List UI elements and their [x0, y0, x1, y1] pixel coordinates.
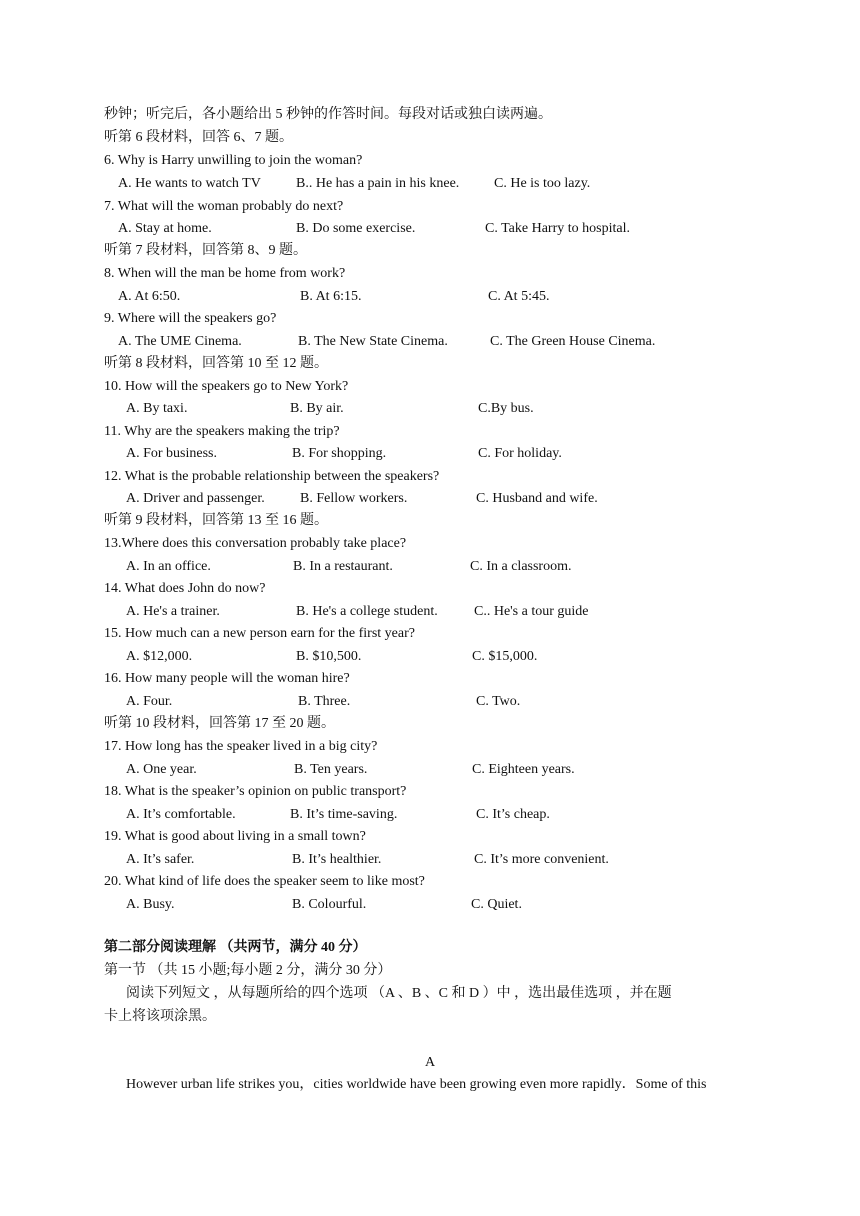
option-b: B.. He has a pain in his knee.: [296, 176, 460, 191]
option-c: C. Two.: [476, 694, 521, 709]
option-a: A. In an office.: [126, 559, 211, 574]
instruction-line: 阅读下列短文 ，从每题所给的四个选项 （A 、B 、C 和 D ）中 ，选出最佳选项 ，并在题: [126, 986, 672, 1001]
option-a: A. It’s safer.: [126, 852, 195, 867]
option-c: C. He is too lazy.: [494, 176, 591, 191]
option-a: A. He's a trainer.: [126, 604, 220, 619]
option-c: C.. He's a tour guide: [474, 604, 589, 619]
question: 11. Why are the speakers making the trip?: [104, 424, 340, 439]
question: 19. What is good about living in a small town?: [104, 829, 366, 844]
option-b: B. The New State Cinema.: [298, 334, 448, 349]
option-a: A. He wants to watch TV: [118, 176, 261, 191]
option-a: A. By taxi.: [126, 401, 188, 416]
option-b: B. For shopping.: [292, 446, 387, 461]
option-a: A. $12,000.: [126, 649, 193, 664]
question: 14. What does John do now?: [104, 581, 266, 596]
question: 17. How long has the speaker lived in a big city?: [104, 739, 378, 754]
question: 12. What is the probable relationship between the speakers?: [104, 469, 440, 484]
section-heading: 听第 10 段材料，回答第 17 至 20 题。: [104, 716, 335, 731]
option-a: A. The UME Cinema.: [118, 334, 242, 349]
part-subtitle: 第一节 （共 15 小题;每小题 2 分，满分 30 分）: [104, 963, 392, 978]
question: 10. How will the speakers go to New York?: [104, 379, 349, 394]
option-a: A. Driver and passenger.: [126, 491, 265, 506]
option-b: B. Fellow workers.: [300, 491, 408, 506]
instruction-line: 卡上将该项涂黑。: [104, 1009, 216, 1024]
section-heading: 听第 7 段材料，回答第 8、9 题。: [104, 243, 307, 258]
option-a: A. It’s comfortable.: [126, 807, 236, 822]
section-heading: 听第 9 段材料，回答第 13 至 16 题。: [104, 513, 328, 528]
section-heading: 听第 6 段材料，回答 6、7 题。: [104, 130, 293, 145]
option-b: B. It’s healthier.: [292, 852, 382, 867]
option-c: C. At 5:45.: [488, 289, 550, 304]
option-a: A. Busy.: [126, 897, 175, 912]
question: 18. What is the speaker’s opinion on public transport?: [104, 784, 407, 799]
question: 7. What will the woman probably do next?: [104, 199, 344, 214]
option-c: C.By bus.: [478, 401, 534, 416]
option-c: C. Quiet.: [471, 897, 522, 912]
option-b: B. It’s time-saving.: [290, 807, 398, 822]
option-a: A. For business.: [126, 446, 218, 461]
question: 16. How many people will the woman hire?: [104, 671, 350, 686]
option-b: B. By air.: [290, 401, 344, 416]
option-c: C. Take Harry to hospital.: [485, 221, 630, 236]
question: 13.Where does this conversation probably take place?: [104, 536, 407, 551]
option-b: B. Three.: [298, 694, 351, 709]
option-b: B. In a restaurant.: [293, 559, 393, 574]
option-b: B. Do some exercise.: [296, 221, 416, 236]
option-c: C. $15,000.: [472, 649, 538, 664]
question: 6. Why is Harry unwilling to join the woman?: [104, 153, 363, 168]
option-a: A. At 6:50.: [118, 289, 181, 304]
option-b: B. $10,500.: [296, 649, 362, 664]
option-c: C. In a classroom.: [470, 559, 572, 574]
option-c: C. Husband and wife.: [476, 491, 598, 506]
passage-label: A: [425, 1055, 436, 1070]
question: 20. What kind of life does the speaker seem to like most?: [104, 874, 425, 889]
option-b: B. Ten years.: [294, 762, 368, 777]
option-b: B. At 6:15.: [300, 289, 362, 304]
question: 15. How much can a new person earn for the first year?: [104, 626, 415, 641]
option-c: C. It’s more convenient.: [474, 852, 609, 867]
option-c: C. For holiday.: [478, 446, 562, 461]
option-b: B. Colourful.: [292, 897, 367, 912]
part-title: 第二部分阅读理解 （共两节，满分 40 分）: [104, 940, 367, 955]
intro-text: 秒钟；听完后，各小题给出 5 秒钟的作答时间。每段对话或独白读两遍。: [104, 107, 552, 122]
passage-text: However urban life strikes you，cities worldwide have been growing even more rapidly．Some of this: [126, 1077, 707, 1092]
question: 9. Where will the speakers go?: [104, 311, 277, 326]
section-heading: 听第 8 段材料，回答第 10 至 12 题。: [104, 356, 328, 371]
option-c: C. Eighteen years.: [472, 762, 575, 777]
option-a: A. One year.: [126, 762, 197, 777]
option-a: A. Four.: [126, 694, 173, 709]
option-c: C. It’s cheap.: [476, 807, 550, 822]
option-a: A. Stay at home.: [118, 221, 212, 236]
option-b: B. He's a college student.: [296, 604, 438, 619]
option-c: C. The Green House Cinema.: [490, 334, 656, 349]
question: 8. When will the man be home from work?: [104, 266, 346, 281]
